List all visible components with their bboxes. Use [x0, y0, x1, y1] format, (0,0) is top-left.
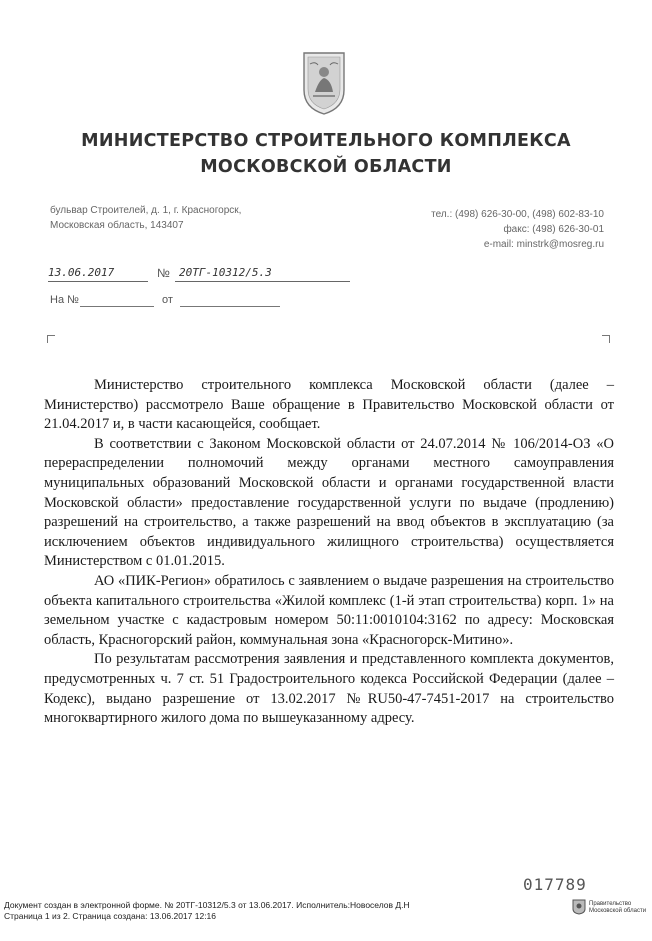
number-field — [175, 263, 350, 282]
reference-date-line — [180, 306, 280, 307]
corner-mark-right — [602, 335, 610, 343]
paragraph-2: В соответствии с Законом Московской области от 24.07.2014 № 106/2014-ОЗ «О перераспределении полномочий между органами местного самоуправления муниципальных образований Московской области и органами государственной власти Московской области» предоставление государственной услуги по выдаче (продлению) разрешений на строительство, а также разрешений на ввод объектов в эксплуатацию (за исключением объектов индивидуального жилищного строительства) осуществляется Министерством с 01.01.2015. — [44, 435, 614, 570]
footer-logo-text — [589, 901, 646, 915]
stamp-number: 017789 — [523, 875, 587, 894]
paragraph-3: АО «ПИК-Регион» обратилось с заявлением о выдаче разрешения на строительство объекта капитального строительства «Жилой комплекс (1-й этап строительства) корп. 1» на земельном участке с кадастровым номером 50:11:0010104:3162 по адресу: Московская область, Красногорский район, коммунальная зона «Красногорск-Митино». — [44, 572, 614, 648]
coat-of-arms-icon — [301, 50, 347, 116]
reference-from-label: от — [162, 294, 173, 306]
footer-logo-text-line2: Московской области — [589, 908, 647, 914]
registration-date: 13.06.2017 — [48, 266, 115, 279]
address-line2: Московская область, 143407 — [50, 220, 184, 231]
ministry-title-line1: МИНИСТЕРСТВО СТРОИТЕЛЬНОГО КОМПЛЕКСА — [81, 131, 571, 151]
paragraph-4: По результатам рассмотрения заявления и представленного комплекта документов, предусмотренных ч. 7 ст. 51 Градостроительного кодекса Российской Федерации (далее – Кодекс), выдано разрешение от 13.02.2017 №RU50-47-7451-2017 на строительство многоквартирного жилого дома по вышеуказанному адресу. — [44, 651, 614, 727]
reference-label: На № — [50, 294, 79, 306]
email-line: e-mail: minstrk@mosreg.ru — [483, 239, 604, 250]
footer-logo-text-line1: Правительство — [589, 901, 632, 907]
paragraph-1: Министерство строительного комплекса Московской области (далее – Министерство) рассмотрело Ваше обращение в Правительство Московской области от 21.04.2017 и, в части касающейся, сообщает. — [44, 377, 614, 433]
letter-body — [44, 376, 614, 729]
date-field — [48, 263, 148, 282]
registration-number: 20ТГ-10312/5.3 — [179, 266, 272, 279]
footer-line1: Документ создан в электронной форме. № 20ТГ-10312/5.3 от 13.06.2017. Исполнитель:Новоселов Д.Н — [4, 900, 410, 910]
phone-line: тел.: (498) 626-30-00, (498) 602-83-10 — [431, 209, 604, 220]
government-logo-icon — [572, 899, 586, 915]
footer-line2: Страница 1 из 2. Страница создана: 13.06.2017 12:16 — [4, 911, 217, 921]
ministry-title-line2: МОСКОВСКОЙ ОБЛАСТИ — [200, 157, 452, 177]
fax-line: факс: (498) 626-30-01 — [503, 224, 604, 235]
address-line1: бульвар Строителей, д. 1, г. Красногорск, — [50, 205, 242, 216]
number-prefix: № — [157, 266, 170, 280]
reference-number-line — [80, 306, 154, 307]
corner-mark-left — [47, 335, 55, 343]
